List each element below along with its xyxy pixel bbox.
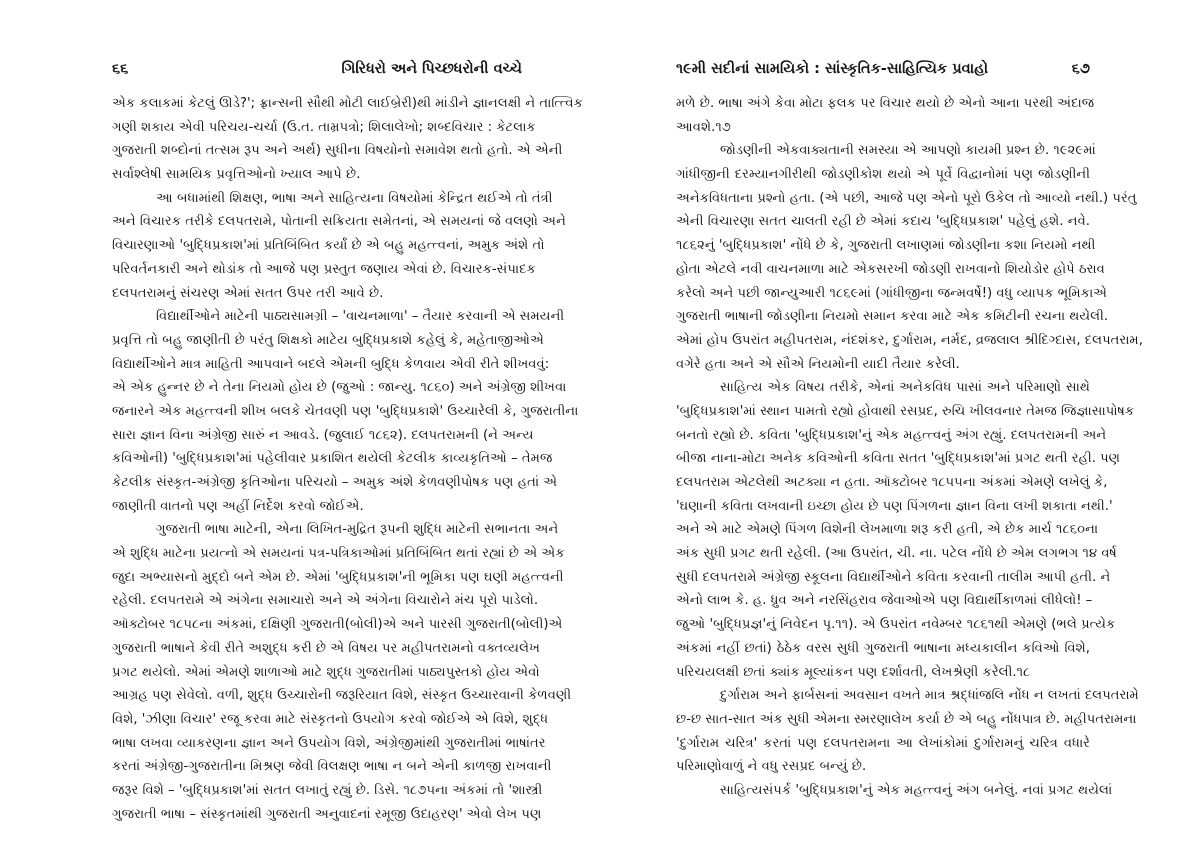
text-line: 'ઘણાની કવિતા લખવાની ઇચ્છા હોય છે પણ પિંગળના જ્ઞાન વિના લખી શકાતા નથી.' [676, 498, 1113, 514]
text-line: દલપતરામનું સંચરણ એમાં સતત ઉપર તરી આવે છે. [112, 285, 384, 301]
text-line: સાહિત્ય એક વિષય તરીકે, એનાં અનેકવિધ પાસાં અને પરિમાણો સાથે [720, 380, 1090, 396]
text-line: એ એક હુન્નર છે ને તેના નિયમો હોય છે (જુઓ : જાન્યુ. ૧૮૬૦) અને અંગ્રેજી શીખવા [112, 380, 567, 396]
text-line: જુઓ 'બુદ્ધિપ્રજ્ઞ'નું નિવેદન પૃ.૧૧). એ ઉપરાંત નવેમ્બર ૧૮૬૧થી એમણે (ભલે પ્રત્યેક [676, 617, 1116, 633]
text-line: પ્રગટ થયેલો. એમાં એમણે શાળાઓ માટે શુદ્ધ ગુજરાતીમાં પાઠ્યપુસ્તકો હોય એવો [112, 664, 540, 680]
left-page-number: ૬૬ [112, 61, 129, 77]
text-line: ૧૮૬૨નું 'બુદ્ધિપ્રકાશ' નોંધે છે કે, ગુજરાતી લખાણમાં જોડણીના કશા નિયમો નથી [676, 238, 1096, 254]
text-line: એક કલાકમાં કેટલું ઊડે?'; ફ્રાન્સની સૌથી મોટી લાઈબ્રેરી)થી માંડીને જ્ઞાનલક્ષી ને તાત્ત્વિક [112, 96, 583, 111]
text-line: વિચારણાઓ 'બુદ્ધિપ્રકાશ'માં પ્રતિબિંબિત કર્યાં છે એ બહુ મહત્ત્વનાં, અમુક અંશે તો [112, 238, 545, 254]
right-page [676, 0, 1143, 848]
text-line: એમાં હોપ ઉપરાંત મહીપતરામ, નંદશંકર, દુર્ગારામ, નર્મદ, વ્રજલાલ શ્રીદિગ્દાસ, દલપતરામ, [676, 332, 1143, 348]
text-line: ગુજરાતી ભાષાની જોડણીના નિયમો સમાન કરવા માટે એક કમિટીની રચના થયેલી. [676, 309, 1109, 325]
text-line: 'દુર્ગારામ ચરિત્ર' કરતાં પણ દલપતરામના આ લેખાંકોમાં દુર્ગારામનું ચરિત્ર વધારે [676, 735, 1090, 751]
text-line: જરૂર વિશે – 'બુદ્ધિપ્રકાશ'માં સતત લખાતું રહ્યું છે. ડિસે. ૧૮૭૫ના અંકમાં તો 'શાસ્ત્રી [112, 782, 543, 798]
text-line: કવિઓની) 'બુદ્ધિપ્રકાશ'માં પહેલીવાર પ્રકાશિત થયેલી કેટલીક કાવ્યકૃતિઓ – તેમજ [112, 451, 553, 467]
right-running-title: ૧૯મી સદીનાં સામયિકો : સાંસ્કૃતિક-સાહિત્યિક પ્રવાહો [676, 61, 989, 77]
text-line: કરેલો અને પછી જાન્યુઆરી ૧૮૬૯માં (ગાંધીજીના જન્મવર્ષે!) વધુ વ્યાપક ભૂમિકાએ [676, 285, 1108, 301]
text-line: હોતા એટલે નવી વાચનમાળા માટે એકસરખી જોડણી રાખવાનો શિયોડોર હોપે ઠરાવ [676, 261, 1105, 277]
text-line: પરિમાણોવાળું ને વધુ રસપ્રદ બન્યું છે. [676, 759, 867, 775]
text-line: એનો લાભ કે. હ. ધ્રુવ અને નરસિંહરાવ જેવાઓએ પણ વિદ્યાર્થીકાળમાં લીધેલો! – [676, 593, 1093, 609]
text-line: બનતો રહ્યો છે. કવિતા 'બુદ્ધિપ્રકાશ'નું એક મહત્ત્વનું અંગ રહ્યું. દલપતરામની અને [676, 427, 1107, 443]
text-line: ભાષા લખવા વ્યાકરણના જ્ઞાન અને ઉપયોગ વિશે, અંગ્રેજીમાંથી ગુજરાતીમાં ભાષાંતર [112, 735, 546, 751]
left-running-head [112, 58, 522, 80]
text-line: એની વિચારણા સતત ચાલતી રહી છે એમાં કદાચ 'બુદ્ધિપ્રકાશ' પહેલું હશે. નવે. [676, 214, 1090, 230]
text-line: પરિચયલક્ષી છતાં ક્યાંક મૂલ્યાંકન પણ દર્શાવતી, લેખશ્રેણી કરેલી.૧૮ [676, 664, 1031, 680]
text-line: વિદ્યાર્થીઓને માટેની પાઠ્યસામગ્રી – 'વાચનમાળા' – તૈયાર કરવાની એ સમયની [156, 309, 565, 325]
text-line: ગુજરાતી ભાષા માટેની, એના લિખિત-મુદ્રિત રૂપની શુદ્ધિ માટેની સભાનતા અને [156, 522, 559, 538]
text-line: અનેકવિધતાના પ્રશ્નો હતા. (એ પછી, આજે પણ એનો પૂરો ઉકેલ તો આવ્યો નથી.) પરંતુ [676, 190, 1137, 206]
text-line: બીજા નાના-મોટા અનેક કવિઓની કવિતા સતત 'બુદ્ધિપ્રકાશ'માં પ્રગટ થતી રહી. પણ [676, 451, 1121, 467]
text-line: અને વિચારક તરીકે દલપતરામે, પોતાની સક્રિયતા સમેતનાં, એ સમયનાં જે વલણો અને [112, 214, 566, 230]
text-line: ગાંધીજીની દરમ્યાનગીરીથી જોડણીકોશ થયો એ પૂર્વે વિદ્વાનોમાં પણ જોડણીની [676, 167, 1090, 183]
left-body-text [112, 92, 583, 826]
text-line: કરતાં અંગ્રેજી-ગુજરાતીના મિશ્રણ જેવી વિલક્ષણ ભાષા ન બને એની કાળજી રાખવાની [112, 759, 552, 775]
text-line: વિદ્યાર્થીઓને માત્ર માહિતી આપવાને બદલે એમની બુદ્ધિ કેળવાય એવી રીતે શીખવવું: [112, 356, 550, 372]
text-line: જનારને એક મહત્ત્વની શીખ બલકે ચેતવણી પણ 'બુદ્ધિપ્રકાશે' ઉચ્ચારેલી કે, ગુજરાતીના [112, 403, 579, 419]
text-line: મળે છે. ભાષા અંગે કેવા મોટા ફલક પર વિચાર થયો છે એનો આના પરથી અંદાજ [676, 96, 1095, 111]
text-line: દુર્ગારામ અને ફાર્બસનાં અવસાન વખતે માત્ર શ્રદ્ધાંજલિ નોંધ ન લખતાં દલપતરામે [720, 688, 1139, 704]
text-line: અંક સુધી પ્રગટ થતી રહેલી. (આ ઉપરાંત, ચી. ના. પટેલ નોંધે છે એમ લગભગ ૧૪ વર્ષ [676, 546, 1117, 562]
text-line: જોડણીની એકવાક્યતાની સમસ્યા એ આપણો કાયમી પ્રશ્ન છે. ૧૯૨૯માં [720, 143, 1096, 159]
text-line: દલપતરામ એટલેથી અટક્યા ન હતા. ઑક્ટોબર ૧૮૫૫ના અંકમાં એમણે લખેલું કે, [676, 475, 1108, 490]
text-line: ગુજરાતી શબ્દોનાં તત્સમ રૂપ અને અર્થ) સુધીના વિષયોનો સમાવેશ થતો હતો. એ એની [112, 143, 563, 159]
text-line: અને એ માટે એમણે પિંગળ વિશેની લેખમાળા શરૂ કરી હતી, એ છેક માર્ચ ૧૮૬૦ના [676, 522, 1099, 538]
right-page-number: ૬૭ [1071, 61, 1090, 77]
text-line: અંકમાં નહીં છતાં) ઠેઠેક વરસ સુધી ગુજરાતી ભાષાના મધ્યકાલીન કવિઓ વિશે, [676, 640, 1090, 656]
right-running-head [676, 58, 1090, 80]
left-page [112, 0, 583, 848]
text-line: વગેરે હતા અને એ સૌએ નિયમોની યાદી તૈયાર કરેલી. [676, 356, 960, 372]
text-line: આ બધામાંથી શિક્ષણ, ભાષા અને સાહિત્યના વિષયોમાં કેન્દ્રિત થઈએ તો તંત્રી [156, 190, 553, 206]
text-line: કેટલીક સંસ્કૃત-અંગ્રેજી કૃતિઓના પરિચયો – અમુક અંશે કેળવણીપોષક પણ હતાં એ [112, 475, 558, 490]
text-line: સુધી દલપતરામે અંગ્રેજી સ્કૂલના વિદ્યાર્થીઓને કવિતા કરવાની તાલીમ આપી હતી. ને [676, 569, 1111, 585]
left-running-title: ગિરિધરો અને પિચ્છધરોની વચ્ચે [341, 61, 522, 77]
text-line: સારા જ્ઞાન વિના અંગ્રેજી સારું ન આવડે. (જુલાઈ ૧૮૬૨). દલપતરામની (ને અન્ય [112, 427, 534, 443]
text-line: જાણીતી વાતનો પણ અહીં નિર્દેશ કરવો જોઈએ. [112, 498, 364, 514]
text-line: સર્વાશ્લેષી સામયિક પ્રવૃત્તિઓનો ખ્યાલ આપે છે. [112, 167, 361, 183]
text-line: જુદા અભ્યાસનો મુદ્દો બને એમ છે. એમાં 'બુદ્ધિપ્રકાશ'ની ભૂમિકા પણ ઘણી મહત્ત્વની [112, 569, 564, 585]
text-line: પરિવર્તનકારી અને થોડાંક તો આજે પણ પ્રસ્તુત જણાય એવાં છે. વિચારક-સંપાદક [112, 261, 536, 277]
right-body-text [676, 92, 1143, 803]
text-line: રહેલી. દલપતરામે એ અંગેના સમાચારો અને એ અંગેના વિચારોને મંચ પૂરો પાડેલો. [112, 593, 539, 609]
text-line: એ શુદ્ધિ માટેના પ્રયત્નો એ સમયનાં પત્ર-પત્રિકાઓમાં પ્રતિબિંબિત થતાં રહ્યાં છે એ એક [112, 546, 565, 562]
text-line: છ-છ સાત-સાત અંક સુધી એમના સ્મરણાલેખ કર્યા છે એ બહુ નોંધપાત્ર છે. મહીપતરામના [676, 711, 1137, 727]
text-line: પ્રવૃત્તિ તો બહુ જાણીતી છે પરંતુ શિક્ષકો માટેય બુદ્ધિપ્રકાશે કહેલું કે, મહેતાજીઓએ [112, 332, 544, 348]
text-line: આવશે.૧૭ [676, 119, 731, 135]
text-line: ગુજરાતી ભાષાને કેવી રીતે અશુદ્ધ કરી છે એ વિષય પર મહીપતરામનો વક્તવ્યલેખ [112, 640, 540, 656]
text-line: સાહિત્યસંપર્ક 'બુદ્ધિપ્રકાશ'નું એક મહત્ત્વનું અંગ બનેલું. નવાં પ્રગટ થયેલાં [720, 782, 1113, 798]
text-line: ગુજરાતી ભાષા – સંસ્કૃતમાંથી ગુજરાતી અનુવાદનાં રમૂજી ઉદાહરણ' એવો લેખ પણ [112, 806, 542, 822]
text-line: આગ્રહ પણ સેવેલો. વળી, શુદ્ધ ઉચ્ચારોની જરૂરિયાત વિશે, સંસ્કૃત ઉચ્ચારવાની કેળવણી [112, 688, 572, 704]
text-line: ગણી શકાય એવી પરિચય-ચર્ચા (ઉ.ત. તામ્રપત્રો; શિલાલેખો; શબ્દવિચાર : કેટલાક [112, 119, 536, 135]
text-line: ઑક્ટોબર ૧૮૫૮ના અંકમાં, દક્ષિણી ગુજરાતી(બોલી)એ અને પારસી ગુજરાતી(બોલી)એ [112, 617, 563, 633]
text-line: વિશે, 'ઝીણા વિચાર' રજૂ કરવા માટે સંસ્કૃતનો ઉપયોગ કરવો જોઈએ એ વિશે, શુદ્ધ [112, 711, 549, 727]
text-line: 'બુદ્ધિપ્રકાશ'માં સ્થાન પામતો રહ્યો હોવાથી રસપ્રદ, રુચિ ખીલવનાર તેમજ જિજ્ઞાસાપોષક [676, 403, 1135, 419]
